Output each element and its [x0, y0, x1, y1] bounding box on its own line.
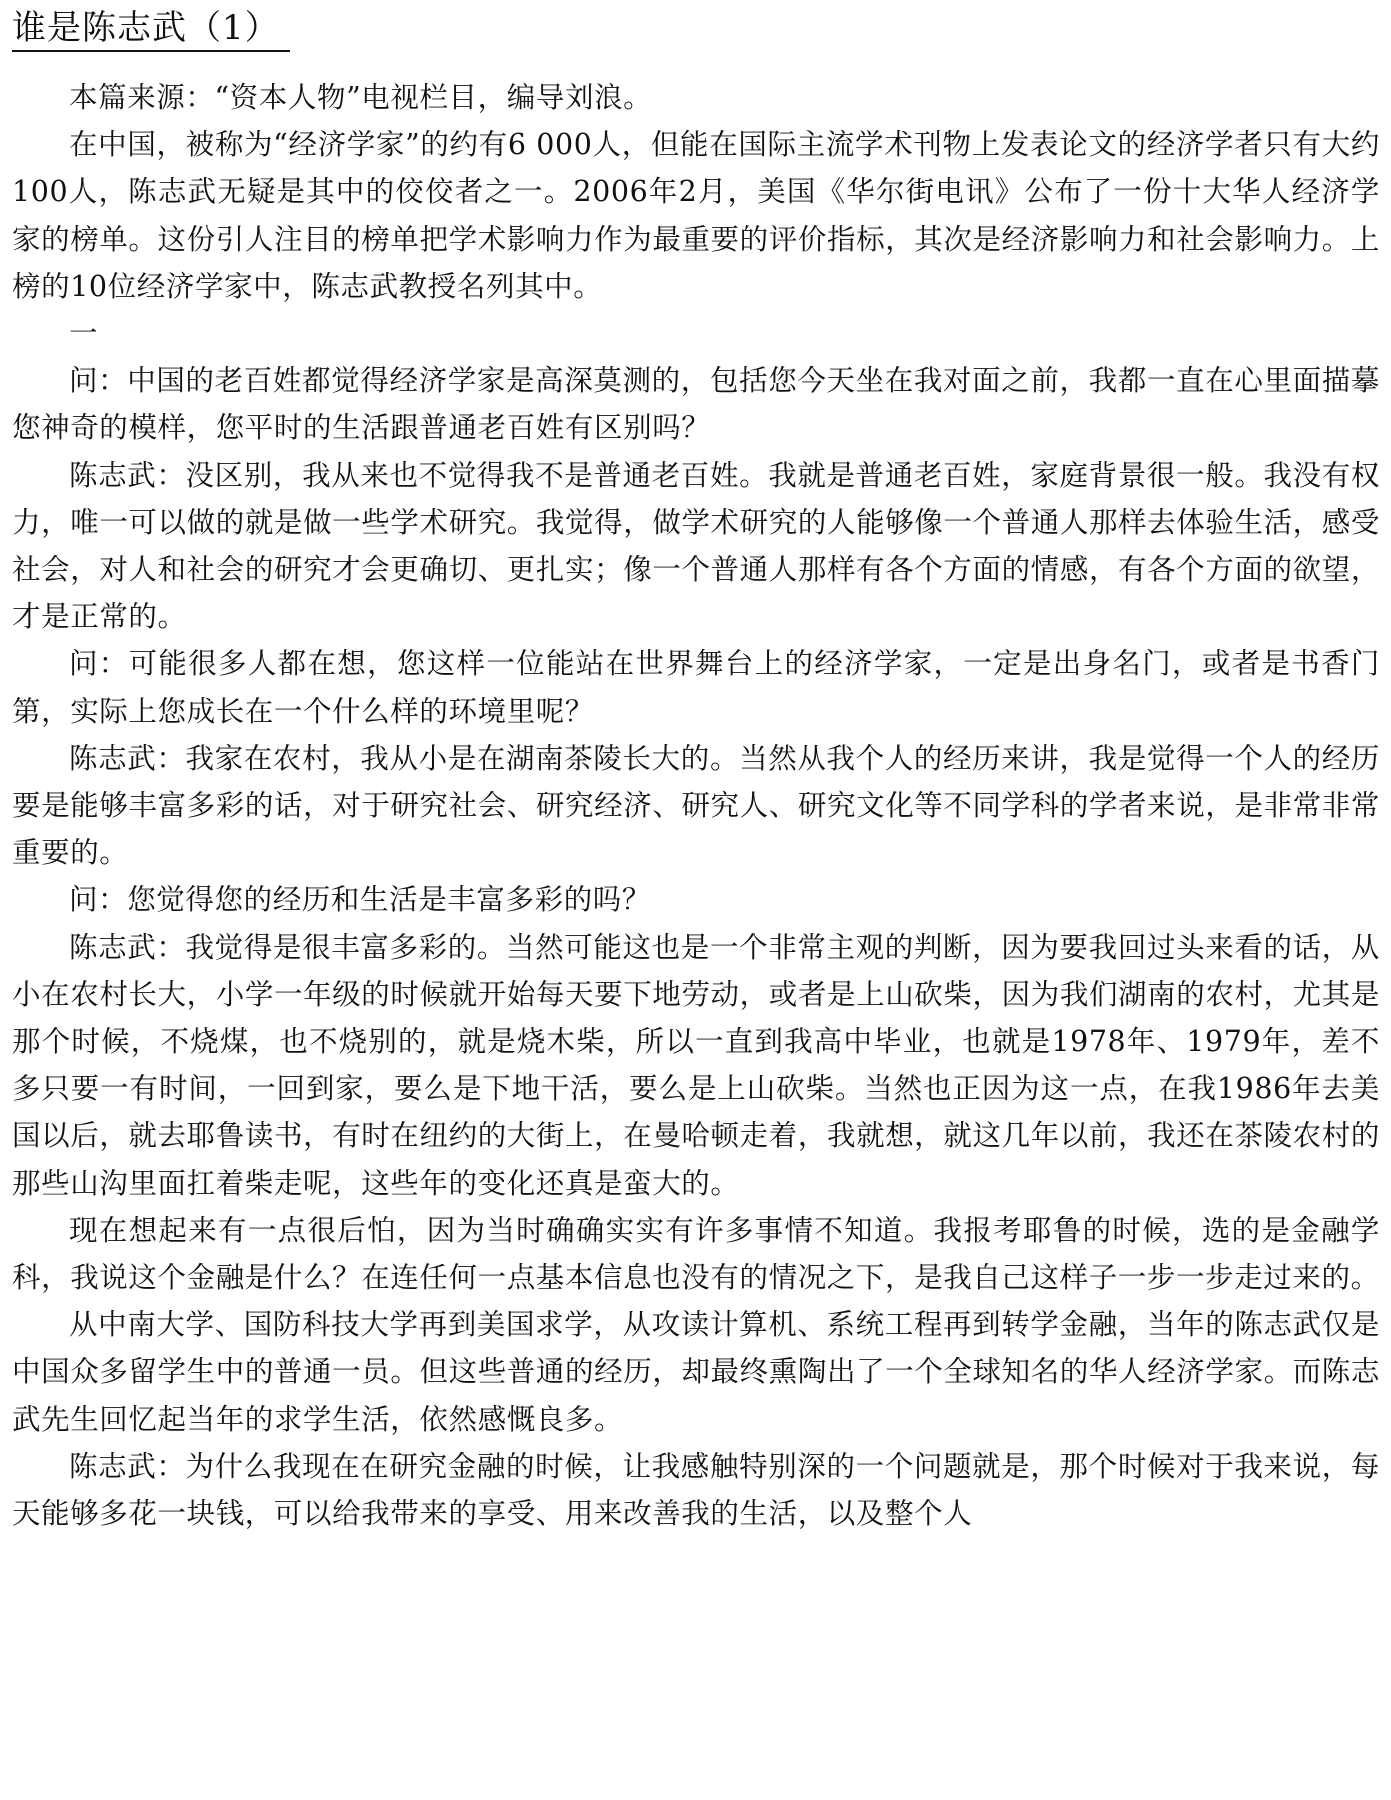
- paragraph-answer: 陈志武：我觉得是很丰富多彩的。当然可能这也是一个非常主观的判断，因为要我回过头来看的话，从小在农村长大，小学一年级的时候就开始每天要下地劳动，或者是上山砍柴，因为我们湖南的农村，尤其是那个时候，不烧煤，也不烧别的，就是烧木柴，所以一直到我高中毕业，也就是1978年、1979年，差不多只要一有时间，一回到家，要么是下地干活，要么是上山砍柴。当然也正因为这一点，在我1986年去美国以后，就去耶鲁读书，有时在纽约的大街上，在曼哈顿走着，我就想，就这几年以前，我还在茶陵农村的那些山沟里面扛着柴走呢，这些年的变化还真是蛮大的。: [12, 930, 1380, 1200]
- paragraph-source: 本篇来源：“资本人物”电视栏目，编导刘浪。: [69, 81, 653, 114]
- paragraph-question: 问：您觉得您的经历和生活是丰富多彩的吗？: [69, 883, 652, 917]
- paragraph-intro: 在中国，被称为“经济学家”的约有6 000人，但能在国际主流学术刊物上发表论文的经济学者只有大约100人，陈志武无疑是其中的佼佼者之一。2006年2月，美国《华尔街电讯》公布了一份十大华人经济学家的榜单。这份引人注目的榜单把学术影响力作为最重要的评价指标，其次是经济影响力和社会影响力。上榜的10位经济学家中，陈志武教授名列其中。: [12, 128, 1380, 303]
- document-body: [12, 74, 1380, 1537]
- paragraph-narration: 从中南大学、国防科技大学再到美国求学，从攻读计算机、系统工程再到转学金融，当年的陈志武仅是中国众多留学生中的普通一员。但这些普通的经历，却最终熏陶出了一个全球知名的华人经济学家。而陈志武先生回忆起当年的求学生活，依然感慨良多。: [12, 1308, 1380, 1436]
- section-number: 一: [69, 317, 99, 351]
- document-page: [12, 0, 1380, 1537]
- paragraph-answer: 陈志武：我家在农村，我从小是在湖南茶陵长大的。当然从我个人的经历来讲，我是觉得一个人的经历要是能够丰富多彩的话，对于研究社会、研究经济、研究人、研究文化等不同学科的学者来说，是非常非常重要的。: [12, 741, 1380, 870]
- paragraph-question: 问：中国的老百姓都觉得经济学家是高深莫测的，包括您今天坐在我对面之前，我都一直在心里面描摹您神奇的模样，您平时的生活跟普通老百姓有区别吗？: [12, 364, 1380, 445]
- paragraph-answer-continued: 现在想起来有一点很后怕，因为当时确确实实有许多事情不知道。我报考耶鲁的时候，选的是金融学科，我说这个金融是什么？在连任何一点基本信息也没有的情况之下，是我自己这样子一步一步走过来的。: [12, 1213, 1380, 1295]
- paragraph-question: 问：可能很多人都在想，您这样一位能站在世界舞台上的经济学家，一定是出身名门，或者是书香门第，实际上您成长在一个什么样的环境里呢？: [12, 647, 1380, 728]
- document-title: 谁是陈志武（1）: [12, 6, 290, 52]
- paragraph-answer: 陈志武：没区别，我从来也不觉得我不是普通老百姓。我就是普通老百姓，家庭背景很一般。我没有权力，唯一可以做的就是做一些学术研究。我觉得，做学术研究的人能够像一个普通人那样去体验生活，感受社会，对人和社会的研究才会更确切、更扎实；像一个普通人那样有各个方面的情感，有各个方面的欲望，才是正常的。: [12, 458, 1380, 634]
- paragraph-answer: 陈志武：为什么我现在在研究金融的时候，让我感触特别深的一个问题就是，那个时候对于我来说，每天能够多花一块钱，可以给我带来的享受、用来改善我的生活，以及整个人: [12, 1449, 1380, 1531]
